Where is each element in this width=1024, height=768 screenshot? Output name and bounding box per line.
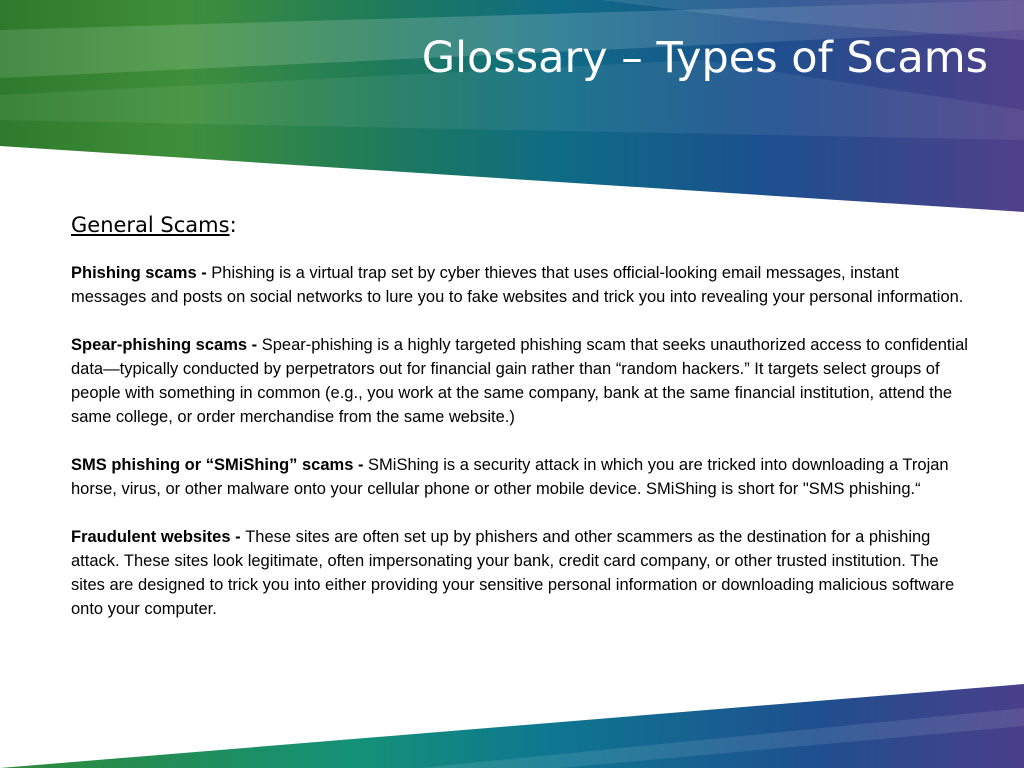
glossary-definition: SMiShing is a security attack in which you are tricked into downloading a Trojan horse, virus, or other malware onto your cellular phone or other mobile device. SMiShing is short for "SMS phishing.“ <box>71 456 949 498</box>
glossary-term: Phishing scams - <box>71 264 212 282</box>
glossary-definition: Spear-phishing is a highly targeted phishing scam that seeks unauthorized access to confidential data—typically conducted by perpetrators out for financial gain rather than “random hackers.” It targets select groups of people with something in common (e.g., you work at the same company, bank at the same financial institution, attend the same college, or order merchandise from the same website.) <box>71 336 968 426</box>
section-heading-label: General Scams <box>71 213 230 237</box>
glossary-content <box>71 211 971 645</box>
section-heading <box>71 211 971 239</box>
footer-band <box>0 678 1024 768</box>
section-heading-colon: : <box>229 213 237 237</box>
glossary-term: Spear-phishing scams - <box>71 336 262 354</box>
glossary-entry-phishing <box>71 261 971 309</box>
glossary-definition: These sites are often set up by phishers and other scammers as the destination for a phishing attack. These sites look legitimate, often impersonating your bank, credit card company, or other trusted institution. The sites are designed to trick you into either providing your sensitive personal information or downloading malicious software onto your computer. <box>71 528 955 618</box>
glossary-definition: Phishing is a virtual trap set by cyber thieves that uses official-looking email messages, instant messages and posts on social networks to lure you to fake websites and trick you into revealing your personal information. <box>71 264 964 306</box>
glossary-entry-spear-phishing <box>71 333 971 429</box>
slide-title: Glossary – Types of Scams <box>421 33 988 83</box>
glossary-term: Fraudulent websites - <box>71 528 246 546</box>
glossary-entry-smishing <box>71 453 971 501</box>
glossary-entry-fraudulent-websites <box>71 525 971 621</box>
glossary-term: SMS phishing or “SMiShing” scams - <box>71 456 369 474</box>
